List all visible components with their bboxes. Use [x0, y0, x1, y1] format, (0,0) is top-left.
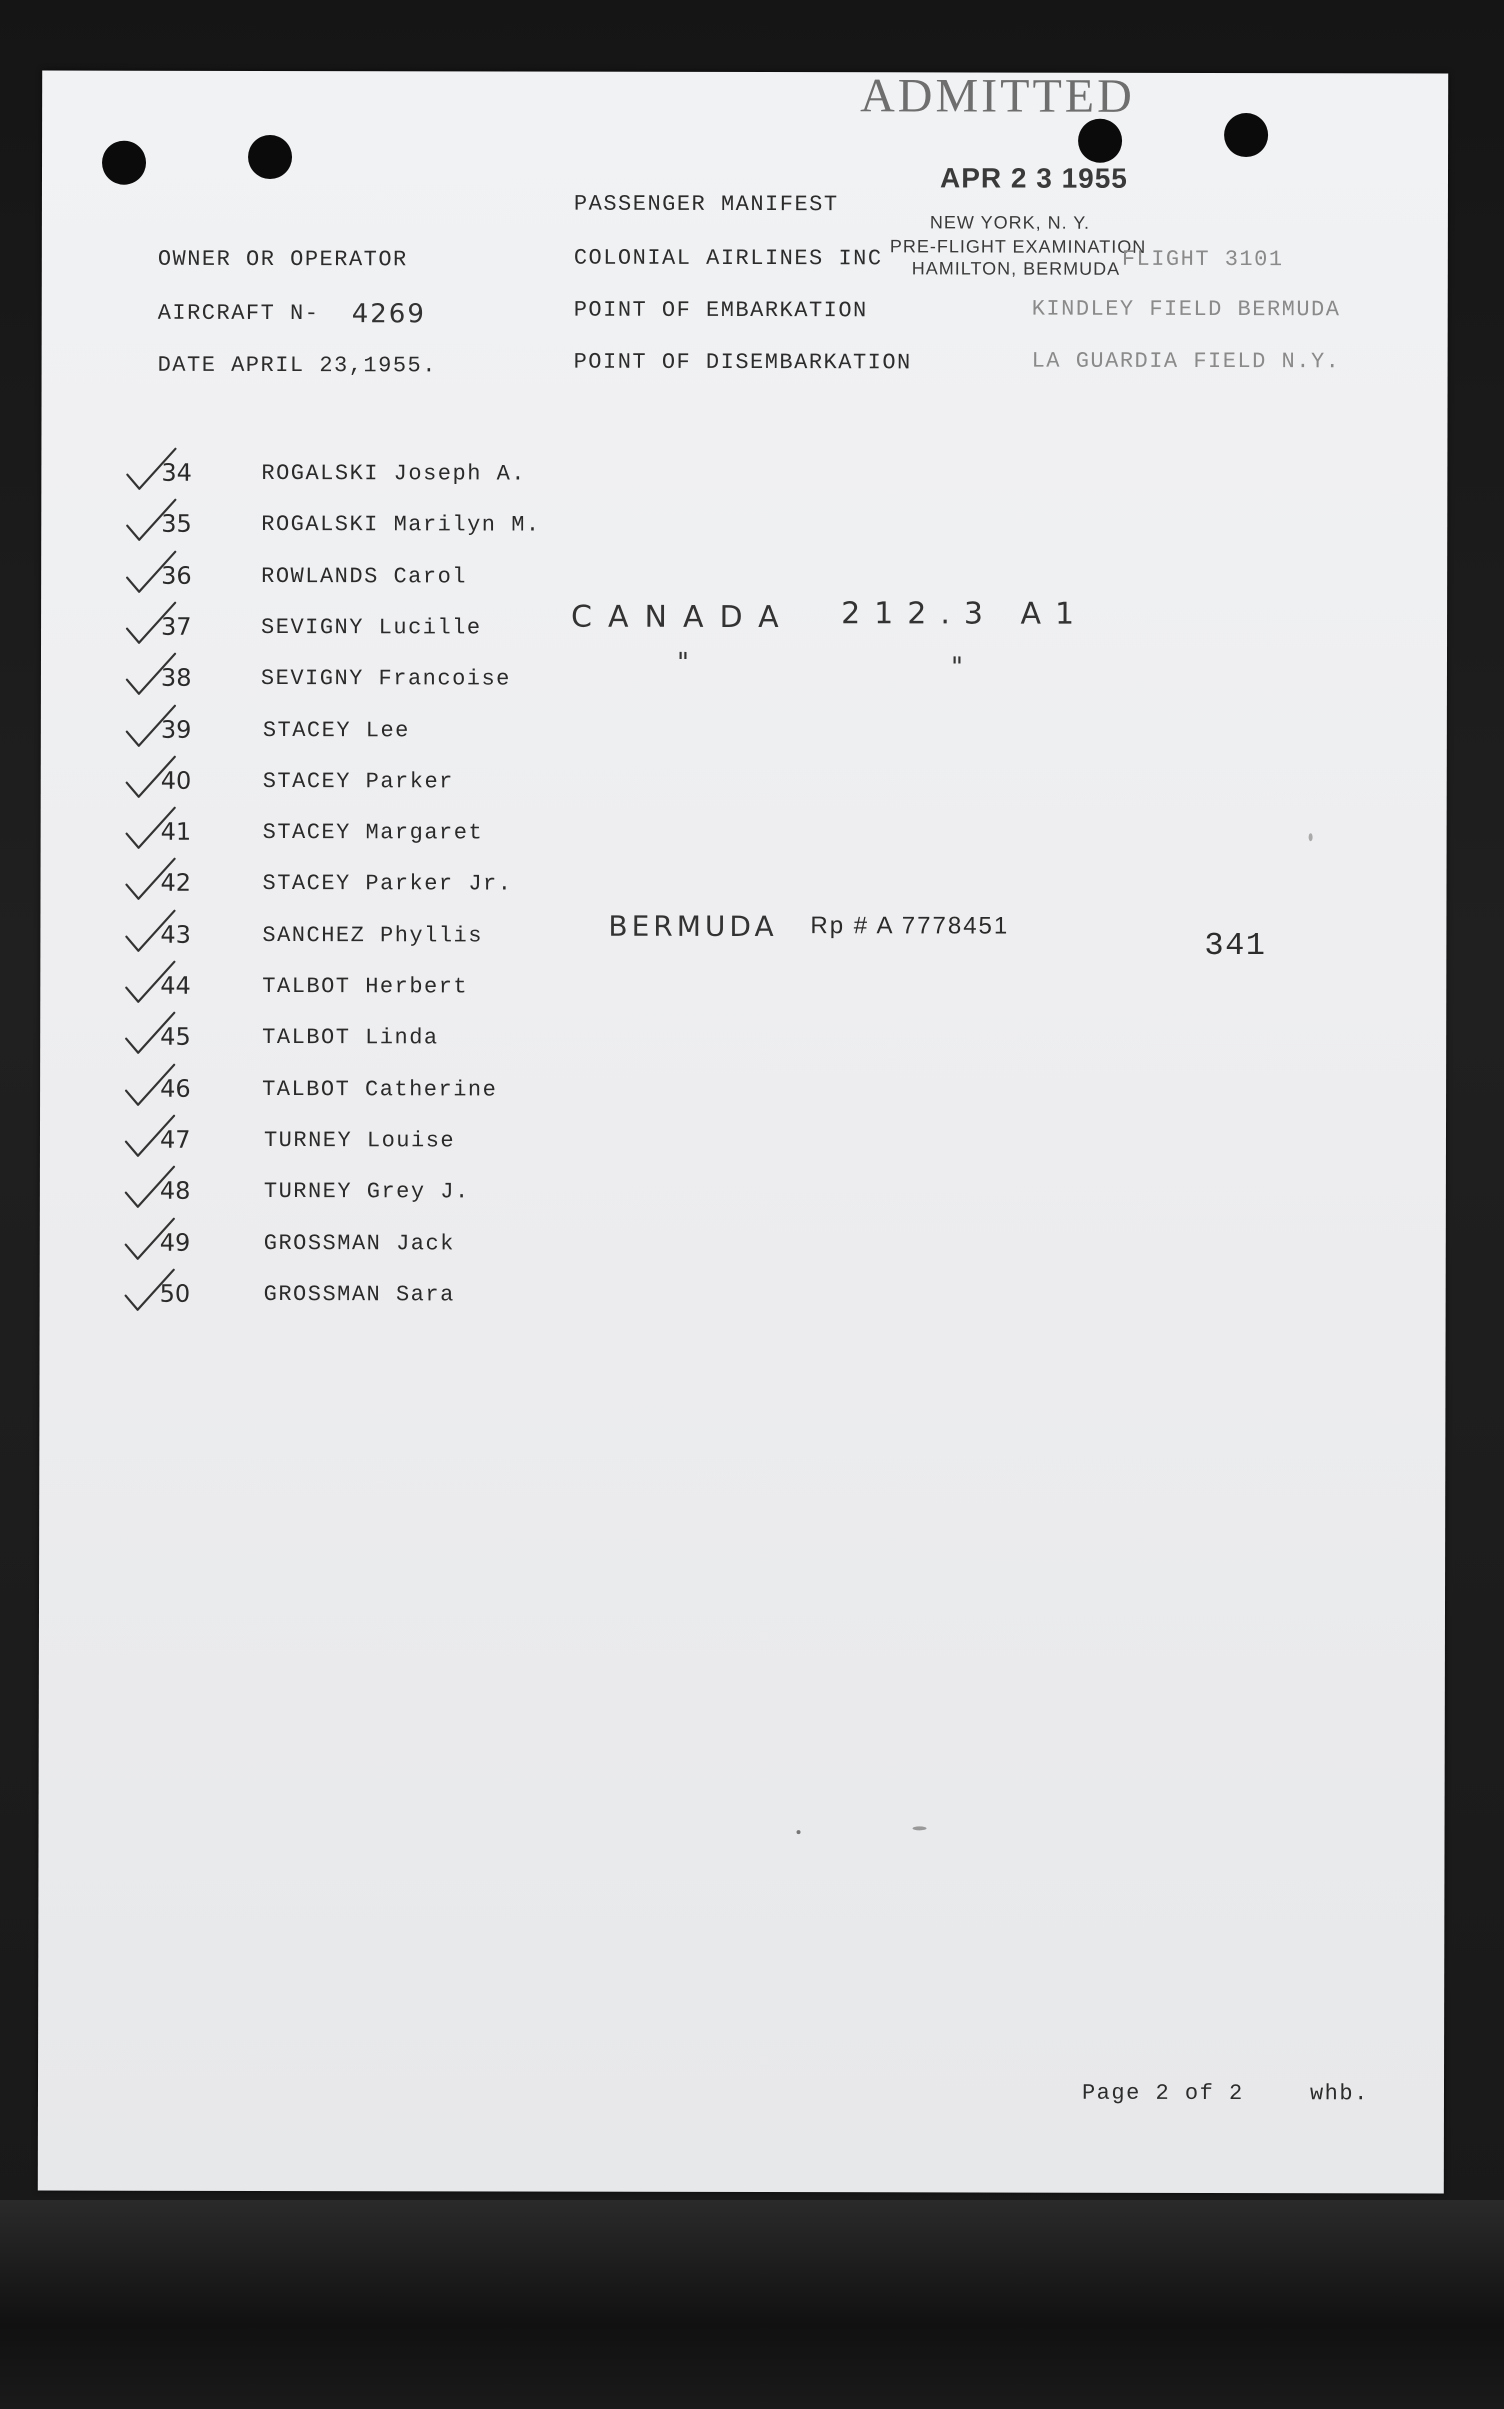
passenger-number: 37 — [161, 612, 192, 641]
disembarkation-label: POINT OF DISEMBARKATION — [573, 349, 912, 376]
passenger-number: 46 — [160, 1074, 191, 1103]
passenger-number: 34 — [161, 458, 192, 487]
passenger-number: 36 — [161, 561, 192, 590]
aircraft-label: AIRCRAFT N- — [157, 300, 320, 327]
passenger-name: TURNEY Grey J. — [263, 1179, 470, 1205]
passenger-name: STACEY Margaret — [262, 820, 484, 846]
sanchez-passport-note: Rp # A 7778451 — [810, 912, 1010, 940]
stamp-location: HAMILTON, BERMUDA — [911, 258, 1121, 279]
margin-number: 341 — [1204, 926, 1267, 965]
punch-hole-4 — [1224, 113, 1268, 157]
passenger-name: STACEY Parker — [262, 768, 454, 795]
aircraft-number: 4269 — [351, 299, 426, 330]
stamp-exam: PRE-FLIGHT EXAMINATION — [889, 236, 1147, 257]
passenger-number: 47 — [159, 1125, 191, 1154]
passenger-row — [40, 869, 1446, 912]
paper-speck — [1309, 833, 1313, 841]
sevigny-country-note: CANADA — [571, 599, 795, 636]
passenger-name: SANCHEZ Phyllis — [262, 922, 483, 949]
embarkation-label: POINT OF EMBARKATION — [573, 297, 868, 324]
passenger-name: GROSSMAN Jack — [263, 1230, 455, 1256]
ditto-code-mark: " — [950, 652, 969, 683]
stamp-date: APR 2 3 1955 — [939, 162, 1128, 194]
disembarkation-value: LA GUARDIA FIELD N.Y. — [1031, 348, 1341, 375]
passenger-name: TALBOT Herbert — [262, 973, 469, 1000]
passenger-number: 50 — [159, 1279, 191, 1308]
passenger-row — [41, 510, 1447, 553]
owner-label: OWNER OR OPERATOR — [157, 246, 408, 273]
punch-hole-3 — [1078, 119, 1122, 163]
paper-speck — [797, 1830, 801, 1834]
passenger-name: ROWLANDS Carol — [261, 563, 468, 590]
passenger-name: SEVIGNY Francoise — [260, 666, 511, 692]
passenger-name: TALBOT Linda — [262, 1025, 439, 1051]
ditto-country-mark: " — [676, 647, 695, 678]
passenger-number: 39 — [160, 715, 192, 744]
passenger-number: 35 — [161, 510, 192, 539]
passenger-name: TURNEY Louise — [263, 1127, 456, 1154]
scan-bottom-band — [0, 2200, 1504, 2409]
passenger-row — [41, 561, 1447, 604]
passenger-number: 45 — [160, 1023, 191, 1052]
passenger-name: TALBOT Catherine — [262, 1076, 498, 1103]
passenger-name: STACEY Lee — [262, 717, 410, 743]
passenger-number: 49 — [159, 1228, 191, 1257]
passenger-name: ROGALSKI Marilyn M. — [261, 512, 541, 538]
sevigny-code-note: 212.3 A1 — [841, 596, 1089, 632]
owner-value: COLONIAL AIRLINES INC — [573, 245, 883, 272]
paper-speck — [913, 1826, 927, 1830]
flight-number: FLIGHT 3101 — [1121, 246, 1284, 273]
passenger-row — [41, 715, 1447, 758]
passenger-row — [41, 664, 1447, 707]
passenger-row — [40, 1177, 1446, 1220]
passenger-row — [40, 1228, 1446, 1271]
manifest-title: PASSENGER MANIFEST — [573, 191, 839, 218]
manifest-page — [38, 71, 1448, 2194]
passenger-row — [41, 459, 1447, 502]
passenger-row — [40, 972, 1446, 1015]
passenger-name: ROGALSKI Joseph A. — [261, 460, 527, 487]
typist-initials: whb. — [1309, 2081, 1369, 2107]
passenger-number: 42 — [160, 869, 192, 898]
stamp-city: NEW YORK, N. Y. — [929, 212, 1090, 233]
punch-hole-2 — [248, 135, 292, 179]
admitted-stamp: ADMITTED — [860, 69, 1135, 123]
passenger-number: 40 — [160, 766, 192, 795]
passenger-name: STACEY Parker Jr. — [262, 871, 513, 897]
passenger-number: 38 — [160, 663, 192, 693]
passenger-number: 43 — [160, 920, 191, 949]
passenger-name: SEVIGNY Lucille — [261, 614, 482, 641]
embarkation-value: KINDLEY FIELD BERMUDA — [1031, 296, 1341, 323]
passenger-number: 48 — [159, 1176, 191, 1206]
passenger-row — [41, 766, 1447, 809]
passenger-row — [40, 1125, 1446, 1168]
passenger-row — [40, 1074, 1446, 1117]
sanchez-country-note: BERMUDA — [608, 909, 778, 944]
passenger-name: GROSSMAN Sara — [263, 1281, 455, 1308]
manifest-date: DATE APRIL 23,1955. — [157, 352, 437, 379]
passenger-number: 41 — [160, 817, 192, 846]
page-number: Page 2 of 2 — [1081, 2080, 1244, 2107]
punch-hole-1 — [102, 141, 146, 185]
passenger-row — [40, 1023, 1446, 1066]
passenger-row — [41, 818, 1447, 861]
passenger-number: 44 — [160, 971, 191, 1000]
passenger-row — [40, 1279, 1446, 1322]
